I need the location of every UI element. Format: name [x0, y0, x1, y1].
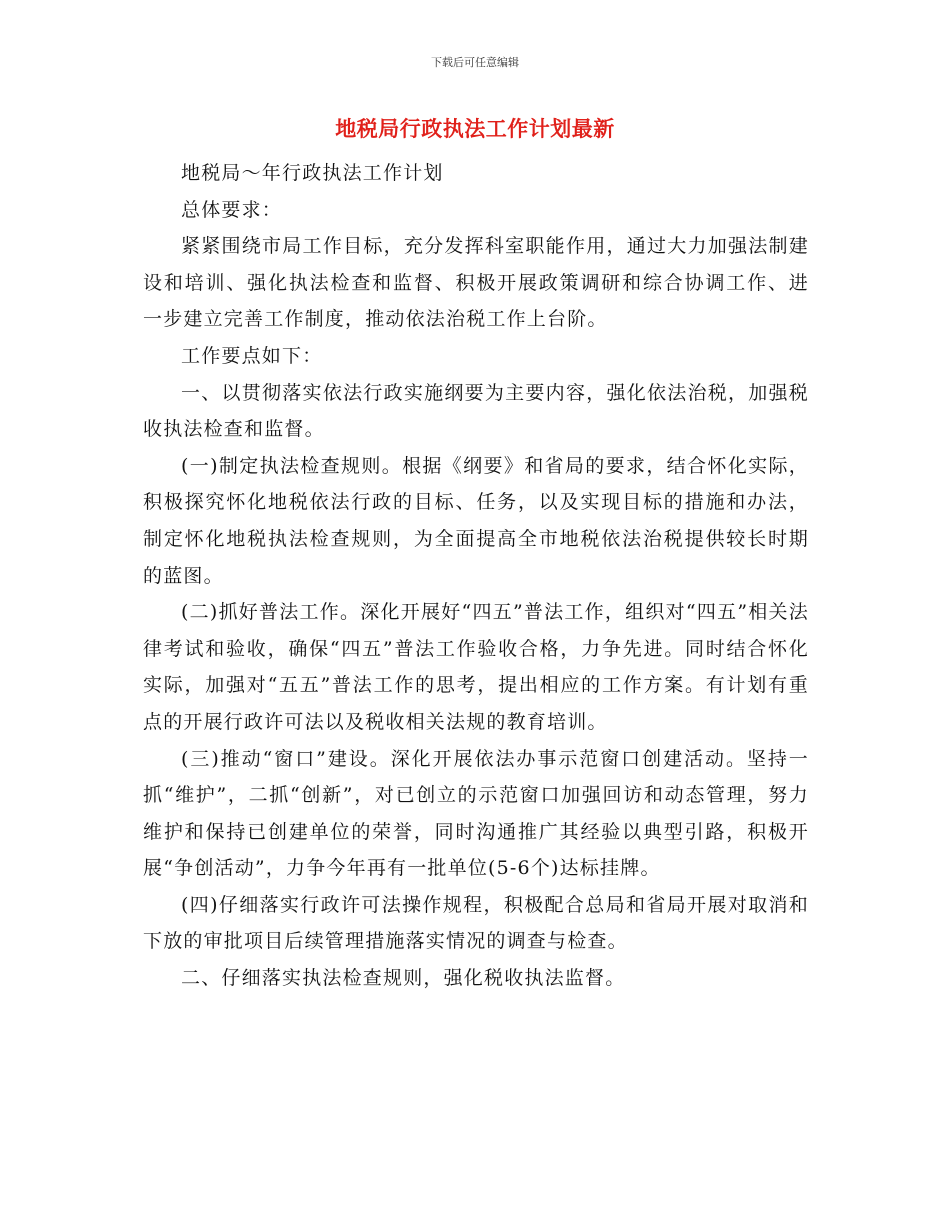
- paragraph-item-one: (一)制定执法检查规则。根据《纲要》和省局的要求，结合怀化实际，积极探究怀化地税依法行政的目标、任务，以及实现目标的措施和办法，制定怀化地税执法检查规则，为全面提高全市地税依法治税提供较长时期的蓝图。: [143, 454, 809, 587]
- paragraph-overall-requirements: 紧紧围绕市局工作目标，充分发挥科室职能作用，通过大力加强法制建设和培训、强化执法检查和监督、积极开展政策调研和综合协调工作、进一步建立完善工作制度，推动依法治税工作上台阶。: [143, 235, 809, 331]
- paragraph-key-points-heading: 工作要点如下：: [181, 344, 323, 367]
- header-note: 下载后可任意编辑: [431, 56, 519, 69]
- document-title: 地税局行政执法工作计划最新: [335, 116, 615, 141]
- document-body: [143, 155, 809, 997]
- paragraph-subtitle: 地税局～年行政执法工作计划: [181, 162, 444, 184]
- paragraph-item-three: (三)推动“窗口”建设。深化开展依法办事示范窗口创建活动。坚持一抓“维护”，二抓“创新”，对已创立的示范窗口加强回访和动态管理，努力维护和保持已创建单位的荣誉，同时沟通推广其经验以典型引路，积极开展“争创活动”，力争今年再有一批单位(5-6个)达标挂牌。: [143, 747, 809, 880]
- paragraph-item-two: (二)抓好普法工作。深化开展好“四五”普法工作，组织对“四五”相关法律考试和验收，确保“四五”普法工作验收合格，力争先进。同时结合怀化实际，加强对“五五”普法工作的思考，提出相应的工作方案。有计划有重点的开展行政许可法以及税收相关法规的教育培训。: [143, 601, 809, 733]
- paragraph-section-two: 二、仔细落实执法检查规则，强化税收执法监督。: [181, 967, 626, 990]
- paragraph-item-four: (四)仔细落实行政许可法操作规程，积极配合总局和省局开展对取消和下放的审批项目后续管理措施落实情况的调查与检查。: [143, 893, 809, 953]
- paragraph-overall-requirements-heading: 总体要求：: [181, 198, 283, 221]
- paragraph-section-one: 一、以贯彻落实依法行政实施纲要为主要内容，强化依法治税，加强税收执法检查和监督。: [143, 381, 809, 441]
